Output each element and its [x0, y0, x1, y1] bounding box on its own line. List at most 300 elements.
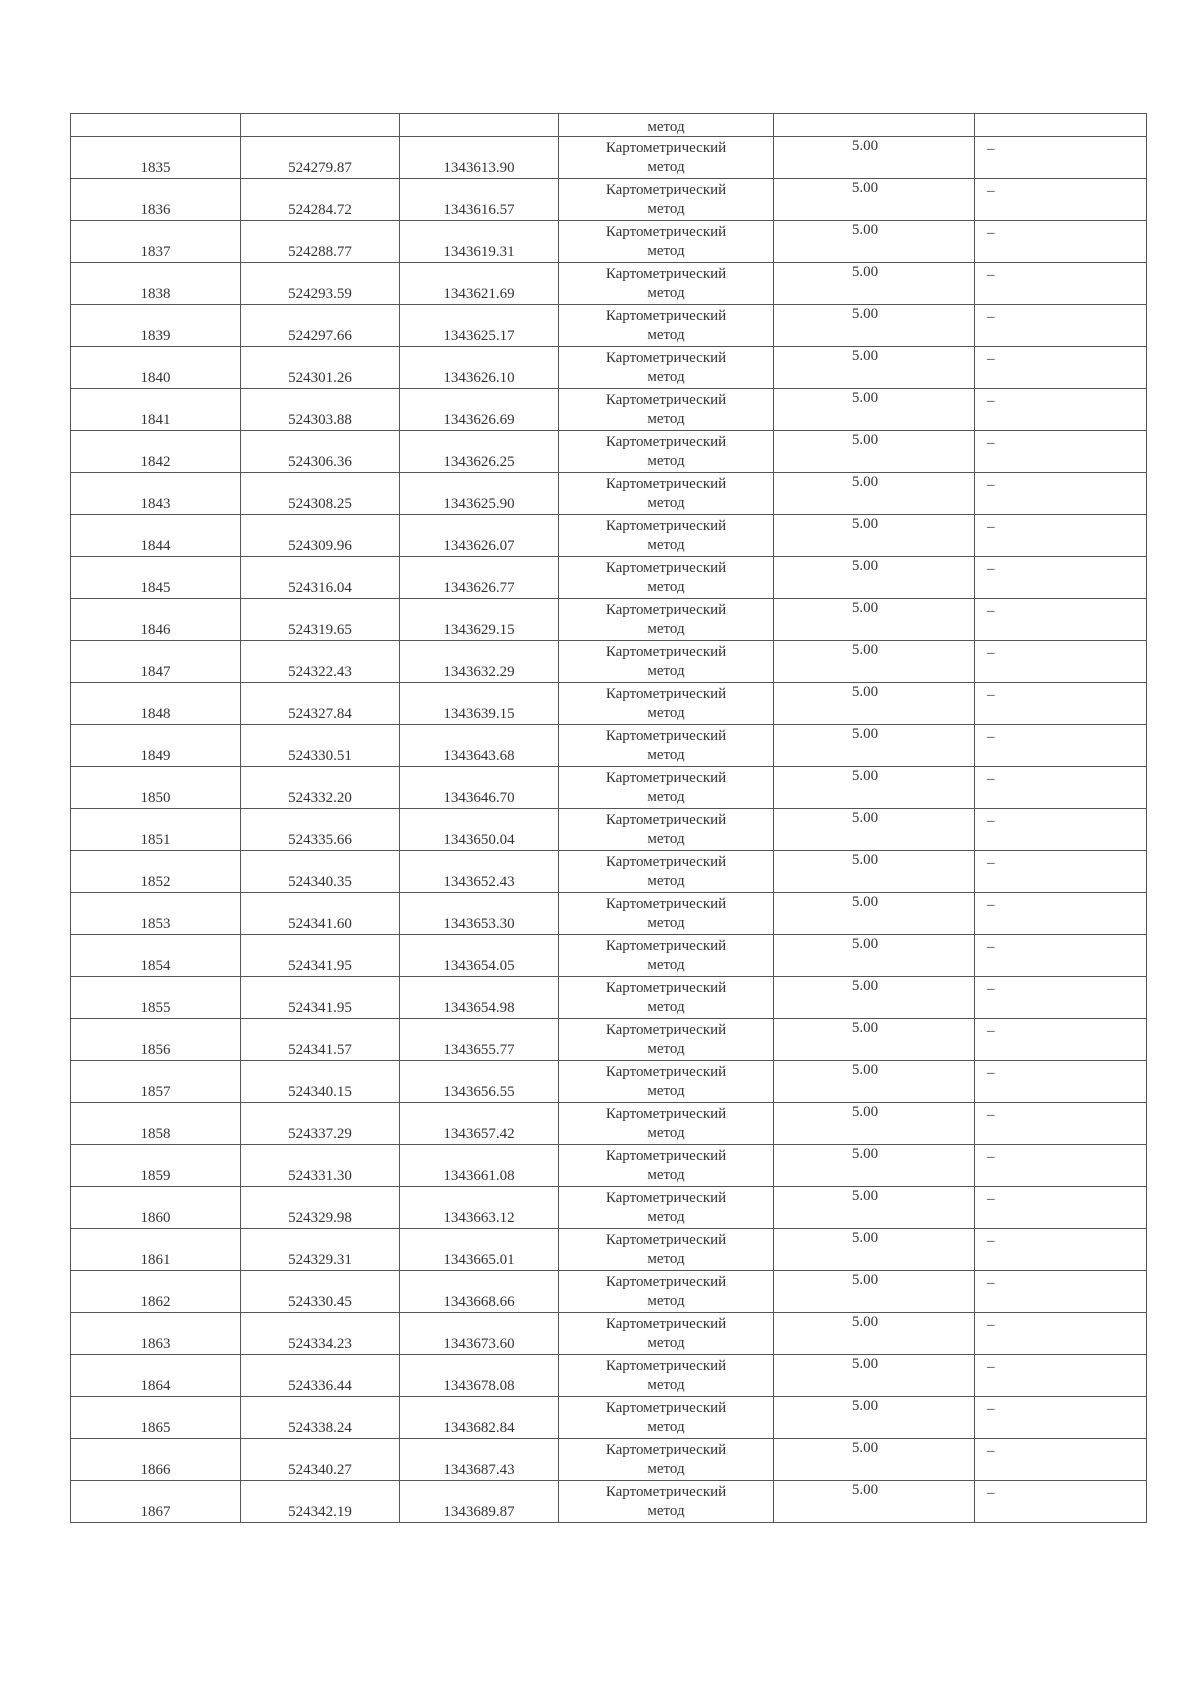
- method-line-1: Картометрический: [605, 895, 727, 912]
- method-cell: [559, 347, 774, 389]
- method-cell: [559, 1103, 774, 1145]
- table-row: [71, 1019, 1147, 1061]
- method-cell: [559, 305, 774, 347]
- point-number-cell: 1862: [71, 1271, 241, 1313]
- method-line-1: Картометрический: [605, 979, 727, 996]
- method-line-1: Картометрический: [605, 727, 727, 744]
- precision-cell: 5.00: [774, 809, 975, 851]
- precision-cell: 5.00: [774, 1271, 975, 1313]
- description-cell: –: [975, 599, 1147, 641]
- y-coordinate-cell: 1343689.87: [400, 1481, 559, 1523]
- point-number-cell: 1851: [71, 809, 241, 851]
- method-cell: [559, 1397, 774, 1439]
- y-coordinate-cell: 1343665.01: [400, 1229, 559, 1271]
- table-row: [71, 1145, 1147, 1187]
- y-coordinate-cell: 1343673.60: [400, 1313, 559, 1355]
- y-coordinate-cell: 1343632.29: [400, 641, 559, 683]
- precision-cell: 5.00: [774, 725, 975, 767]
- y-coordinate-cell: 1343657.42: [400, 1103, 559, 1145]
- table-row: [71, 1103, 1147, 1145]
- x-coordinate-cell: 524322.43: [241, 641, 400, 683]
- precision-cell: 5.00: [774, 305, 975, 347]
- precision-cell: 5.00: [774, 515, 975, 557]
- precision-cell: 5.00: [774, 557, 975, 599]
- x-coordinate-cell: 524341.95: [241, 977, 400, 1019]
- method-line-1: Картометрический: [605, 265, 727, 282]
- table-row: [71, 1439, 1147, 1481]
- precision-cell: 5.00: [774, 1061, 975, 1103]
- table-row: [71, 725, 1147, 767]
- description-cell: –: [975, 1355, 1147, 1397]
- point-number-cell: 1852: [71, 851, 241, 893]
- method-line-1: Картометрический: [605, 1357, 727, 1374]
- method-line-2: метод: [647, 410, 685, 427]
- y-coordinate-cell: 1343682.84: [400, 1397, 559, 1439]
- table-row: [71, 557, 1147, 599]
- description-cell: –: [975, 977, 1147, 1019]
- y-coordinate-cell: 1343619.31: [400, 221, 559, 263]
- point-number-cell: 1839: [71, 305, 241, 347]
- y-coordinate-cell: 1343621.69: [400, 263, 559, 305]
- method-cell: [559, 1439, 774, 1481]
- method-cell: [559, 473, 774, 515]
- precision-cell: 5.00: [774, 1103, 975, 1145]
- method-line-2: метод: [647, 536, 685, 553]
- description-cell: –: [975, 263, 1147, 305]
- method-line-2: метод: [647, 1418, 685, 1435]
- method-line-2: метод: [647, 578, 685, 595]
- precision-cell: 5.00: [774, 1355, 975, 1397]
- y-coordinate-cell: 1343650.04: [400, 809, 559, 851]
- method-line-2: метод: [647, 452, 685, 469]
- method-line-1: Картометрический: [605, 811, 727, 828]
- method-cell: [559, 179, 774, 221]
- table-row: [71, 1061, 1147, 1103]
- method-cell: [559, 389, 774, 431]
- method-line-2: метод: [647, 284, 685, 301]
- precision-cell: 5.00: [774, 1439, 975, 1481]
- method-line-2: метод: [647, 620, 685, 637]
- x-coordinate-cell: 524303.88: [241, 389, 400, 431]
- point-number-cell: 1850: [71, 767, 241, 809]
- method-line-2: метод: [647, 704, 685, 721]
- x-coordinate-cell: 524284.72: [241, 179, 400, 221]
- x-coordinate-cell: 524341.57: [241, 1019, 400, 1061]
- point-number-cell: 1857: [71, 1061, 241, 1103]
- y-coordinate-cell: 1343626.25: [400, 431, 559, 473]
- point-number-cell: 1844: [71, 515, 241, 557]
- table-row: [71, 1313, 1147, 1355]
- precision-cell: 5.00: [774, 851, 975, 893]
- method-cell: [559, 1271, 774, 1313]
- x-coordinate-cell: 524335.66: [241, 809, 400, 851]
- description-cell: –: [975, 893, 1147, 935]
- method-line-1: Картометрический: [605, 685, 727, 702]
- method-line-1: Картометрический: [605, 1483, 727, 1500]
- method-cell: [559, 1145, 774, 1187]
- method-line-2: метод: [647, 326, 685, 343]
- table-row: [71, 1355, 1147, 1397]
- method-line-2: метод: [647, 1376, 685, 1393]
- table-row: [71, 809, 1147, 851]
- point-number-cell: 1861: [71, 1229, 241, 1271]
- method-line-1: Картометрический: [605, 853, 727, 870]
- method-line-1: Картометрический: [605, 643, 727, 660]
- y-coordinate-cell: 1343643.68: [400, 725, 559, 767]
- method-cell: [559, 431, 774, 473]
- method-line-1: Картометрический: [605, 601, 727, 618]
- method-line-1: Картометрический: [605, 1063, 727, 1080]
- x-coordinate-cell: 524342.19: [241, 1481, 400, 1523]
- y-coordinate-cell: 1343626.77: [400, 557, 559, 599]
- method-line-1: Картометрический: [605, 1441, 727, 1458]
- method-line-2: метод: [647, 1250, 685, 1267]
- method-line-2: метод: [647, 1460, 685, 1477]
- point-number-cell: 1837: [71, 221, 241, 263]
- description-cell: –: [975, 1145, 1147, 1187]
- method-line-2: метод: [647, 200, 685, 217]
- precision-cell: 5.00: [774, 599, 975, 641]
- table-row: [71, 683, 1147, 725]
- method-line-2: метод: [647, 914, 685, 931]
- method-cell: [559, 599, 774, 641]
- method-line-2: метод: [647, 830, 685, 847]
- coordinates-table: [70, 113, 1147, 1523]
- method-line-2: метод: [647, 119, 685, 135]
- description-cell: –: [975, 1103, 1147, 1145]
- description-cell: –: [975, 1439, 1147, 1481]
- precision-cell: 5.00: [774, 1145, 975, 1187]
- y-coordinate-cell: 1343653.30: [400, 893, 559, 935]
- point-number-cell: 1835: [71, 137, 241, 179]
- method-cell: [559, 725, 774, 767]
- x-coordinate-cell: 524341.95: [241, 935, 400, 977]
- method-line-2: метод: [647, 1208, 685, 1225]
- method-cell: [559, 114, 774, 137]
- x-coordinate-cell: 524327.84: [241, 683, 400, 725]
- point-number-cell: 1845: [71, 557, 241, 599]
- y-coordinate-cell: 1343616.57: [400, 179, 559, 221]
- method-cell: [559, 1061, 774, 1103]
- description-cell: –: [975, 1019, 1147, 1061]
- table-row: [71, 1481, 1147, 1523]
- method-line-2: метод: [647, 956, 685, 973]
- method-line-1: Картометрический: [605, 937, 727, 954]
- table-row: [71, 515, 1147, 557]
- table-row: [71, 893, 1147, 935]
- continuation-row: [71, 114, 1147, 137]
- point-number-cell: 1865: [71, 1397, 241, 1439]
- method-line-1: Картометрический: [605, 517, 727, 534]
- description-cell: –: [975, 431, 1147, 473]
- x-coordinate-cell: 524319.65: [241, 599, 400, 641]
- point-number-cell: 1846: [71, 599, 241, 641]
- precision-cell: 5.00: [774, 1187, 975, 1229]
- point-number-cell: 1859: [71, 1145, 241, 1187]
- x-coordinate-cell: 524288.77: [241, 221, 400, 263]
- precision-cell: 5.00: [774, 1481, 975, 1523]
- x-coordinate-cell: 524334.23: [241, 1313, 400, 1355]
- y-coordinate-cell: 1343663.12: [400, 1187, 559, 1229]
- y-coordinate-cell: 1343626.69: [400, 389, 559, 431]
- y-coordinate-cell: [400, 114, 559, 137]
- precision-cell: 5.00: [774, 935, 975, 977]
- table-row: [71, 1397, 1147, 1439]
- precision-cell: 5.00: [774, 137, 975, 179]
- description-cell: –: [975, 1397, 1147, 1439]
- description-cell: –: [975, 1061, 1147, 1103]
- description-cell: –: [975, 221, 1147, 263]
- point-number-cell: 1842: [71, 431, 241, 473]
- description-cell: –: [975, 641, 1147, 683]
- method-line-1: Картометрический: [605, 139, 727, 156]
- x-coordinate-cell: 524336.44: [241, 1355, 400, 1397]
- precision-cell: 5.00: [774, 473, 975, 515]
- point-number-cell: 1840: [71, 347, 241, 389]
- x-coordinate-cell: 524316.04: [241, 557, 400, 599]
- x-coordinate-cell: 524340.35: [241, 851, 400, 893]
- table-row: [71, 431, 1147, 473]
- y-coordinate-cell: 1343654.05: [400, 935, 559, 977]
- description-cell: –: [975, 767, 1147, 809]
- x-coordinate-cell: 524301.26: [241, 347, 400, 389]
- table-row: [71, 641, 1147, 683]
- description-cell: –: [975, 1187, 1147, 1229]
- precision-cell: 5.00: [774, 1397, 975, 1439]
- description-cell: –: [975, 389, 1147, 431]
- description-cell: –: [975, 347, 1147, 389]
- x-coordinate-cell: 524293.59: [241, 263, 400, 305]
- precision-cell: 5.00: [774, 1019, 975, 1061]
- precision-cell: 5.00: [774, 641, 975, 683]
- y-coordinate-cell: 1343626.07: [400, 515, 559, 557]
- method-cell: [559, 977, 774, 1019]
- method-cell: [559, 137, 774, 179]
- point-number-cell: 1856: [71, 1019, 241, 1061]
- y-coordinate-cell: 1343656.55: [400, 1061, 559, 1103]
- description-cell: –: [975, 1229, 1147, 1271]
- point-number-cell: [71, 114, 241, 137]
- method-cell: [559, 263, 774, 305]
- y-coordinate-cell: 1343625.17: [400, 305, 559, 347]
- method-line-2: метод: [647, 368, 685, 385]
- method-line-2: метод: [647, 1502, 685, 1519]
- x-coordinate-cell: [241, 114, 400, 137]
- method-line-1: Картометрический: [605, 181, 727, 198]
- description-cell: –: [975, 137, 1147, 179]
- precision-cell: [774, 114, 975, 137]
- point-number-cell: 1866: [71, 1439, 241, 1481]
- precision-cell: 5.00: [774, 431, 975, 473]
- point-number-cell: 1858: [71, 1103, 241, 1145]
- description-cell: –: [975, 809, 1147, 851]
- y-coordinate-cell: 1343652.43: [400, 851, 559, 893]
- point-number-cell: 1864: [71, 1355, 241, 1397]
- y-coordinate-cell: 1343626.10: [400, 347, 559, 389]
- method-line-1: Картометрический: [605, 1399, 727, 1416]
- point-number-cell: 1849: [71, 725, 241, 767]
- method-line-2: метод: [647, 788, 685, 805]
- point-number-cell: 1853: [71, 893, 241, 935]
- x-coordinate-cell: 524297.66: [241, 305, 400, 347]
- method-line-1: Картометрический: [605, 1147, 727, 1164]
- point-number-cell: 1847: [71, 641, 241, 683]
- method-line-2: метод: [647, 746, 685, 763]
- point-number-cell: 1836: [71, 179, 241, 221]
- point-number-cell: 1855: [71, 977, 241, 1019]
- description-cell: –: [975, 725, 1147, 767]
- description-cell: [975, 114, 1147, 137]
- method-line-1: Картометрический: [605, 475, 727, 492]
- method-cell: [559, 767, 774, 809]
- method-cell: [559, 1313, 774, 1355]
- description-cell: –: [975, 473, 1147, 515]
- precision-cell: 5.00: [774, 767, 975, 809]
- method-line-2: метод: [647, 662, 685, 679]
- description-cell: –: [975, 515, 1147, 557]
- y-coordinate-cell: 1343629.15: [400, 599, 559, 641]
- method-line-2: метод: [647, 158, 685, 175]
- x-coordinate-cell: 524340.15: [241, 1061, 400, 1103]
- y-coordinate-cell: 1343668.66: [400, 1271, 559, 1313]
- method-cell: [559, 1481, 774, 1523]
- table-row: [71, 473, 1147, 515]
- x-coordinate-cell: 524337.29: [241, 1103, 400, 1145]
- method-cell: [559, 683, 774, 725]
- method-line-2: метод: [647, 1082, 685, 1099]
- precision-cell: 5.00: [774, 347, 975, 389]
- precision-cell: 5.00: [774, 1313, 975, 1355]
- y-coordinate-cell: 1343613.90: [400, 137, 559, 179]
- method-line-2: метод: [647, 872, 685, 889]
- x-coordinate-cell: 524306.36: [241, 431, 400, 473]
- method-line-2: метод: [647, 1040, 685, 1057]
- method-line-2: метод: [647, 1124, 685, 1141]
- y-coordinate-cell: 1343639.15: [400, 683, 559, 725]
- description-cell: –: [975, 851, 1147, 893]
- method-line-1: Картометрический: [605, 349, 727, 366]
- precision-cell: 5.00: [774, 389, 975, 431]
- method-cell: [559, 515, 774, 557]
- method-line-1: Картометрический: [605, 1273, 727, 1290]
- x-coordinate-cell: 524329.31: [241, 1229, 400, 1271]
- precision-cell: 5.00: [774, 893, 975, 935]
- method-cell: [559, 641, 774, 683]
- y-coordinate-cell: 1343687.43: [400, 1439, 559, 1481]
- precision-cell: 5.00: [774, 221, 975, 263]
- method-line-2: метод: [647, 1292, 685, 1309]
- table-row: [71, 263, 1147, 305]
- coordinates-table-body: [71, 114, 1147, 1523]
- method-cell: [559, 1355, 774, 1397]
- table-row: [71, 1229, 1147, 1271]
- method-line-1: Картометрический: [605, 1021, 727, 1038]
- method-cell: [559, 809, 774, 851]
- x-coordinate-cell: 524309.96: [241, 515, 400, 557]
- description-cell: –: [975, 1481, 1147, 1523]
- y-coordinate-cell: 1343646.70: [400, 767, 559, 809]
- table-row: [71, 977, 1147, 1019]
- x-coordinate-cell: 524329.98: [241, 1187, 400, 1229]
- y-coordinate-cell: 1343661.08: [400, 1145, 559, 1187]
- method-cell: [559, 893, 774, 935]
- table-row: [71, 179, 1147, 221]
- method-line-1: Картометрический: [605, 307, 727, 324]
- method-cell: [559, 851, 774, 893]
- point-number-cell: 1841: [71, 389, 241, 431]
- method-cell: [559, 1229, 774, 1271]
- x-coordinate-cell: 524279.87: [241, 137, 400, 179]
- method-line-1: Картометрический: [605, 391, 727, 408]
- precision-cell: 5.00: [774, 263, 975, 305]
- table-row: [71, 305, 1147, 347]
- precision-cell: 5.00: [774, 683, 975, 725]
- method-cell: [559, 935, 774, 977]
- method-line-2: метод: [647, 998, 685, 1015]
- method-line-1: Картометрический: [605, 769, 727, 786]
- description-cell: –: [975, 1313, 1147, 1355]
- point-number-cell: 1843: [71, 473, 241, 515]
- y-coordinate-cell: 1343655.77: [400, 1019, 559, 1061]
- table-row: [71, 1271, 1147, 1313]
- precision-cell: 5.00: [774, 977, 975, 1019]
- x-coordinate-cell: 524332.20: [241, 767, 400, 809]
- method-line-1: Картометрический: [605, 1231, 727, 1248]
- method-cell: [559, 1187, 774, 1229]
- point-number-cell: 1854: [71, 935, 241, 977]
- method-line-1: Картометрический: [605, 1315, 727, 1332]
- description-cell: –: [975, 935, 1147, 977]
- table-row: [71, 851, 1147, 893]
- x-coordinate-cell: 524341.60: [241, 893, 400, 935]
- precision-cell: 5.00: [774, 1229, 975, 1271]
- method-line-1: Картометрический: [605, 223, 727, 240]
- description-cell: –: [975, 1271, 1147, 1313]
- method-line-2: метод: [647, 494, 685, 511]
- method-cell: [559, 557, 774, 599]
- description-cell: –: [975, 557, 1147, 599]
- table-row: [71, 137, 1147, 179]
- point-number-cell: 1867: [71, 1481, 241, 1523]
- method-cell: [559, 1019, 774, 1061]
- table-row: [71, 347, 1147, 389]
- x-coordinate-cell: 524338.24: [241, 1397, 400, 1439]
- description-cell: –: [975, 305, 1147, 347]
- y-coordinate-cell: 1343678.08: [400, 1355, 559, 1397]
- point-number-cell: 1848: [71, 683, 241, 725]
- table-row: [71, 1187, 1147, 1229]
- precision-cell: 5.00: [774, 179, 975, 221]
- table-row: [71, 935, 1147, 977]
- method-line-1: Картометрический: [605, 1105, 727, 1122]
- method-cell: [559, 221, 774, 263]
- method-line-1: Картометрический: [605, 1189, 727, 1206]
- point-number-cell: 1863: [71, 1313, 241, 1355]
- table-row: [71, 599, 1147, 641]
- method-line-1: Картометрический: [605, 433, 727, 450]
- x-coordinate-cell: 524330.45: [241, 1271, 400, 1313]
- x-coordinate-cell: 524330.51: [241, 725, 400, 767]
- point-number-cell: 1860: [71, 1187, 241, 1229]
- table-row: [71, 767, 1147, 809]
- description-cell: –: [975, 683, 1147, 725]
- table-row: [71, 389, 1147, 431]
- y-coordinate-cell: 1343625.90: [400, 473, 559, 515]
- description-cell: –: [975, 179, 1147, 221]
- point-number-cell: 1838: [71, 263, 241, 305]
- x-coordinate-cell: 524331.30: [241, 1145, 400, 1187]
- method-line-2: метод: [647, 1334, 685, 1351]
